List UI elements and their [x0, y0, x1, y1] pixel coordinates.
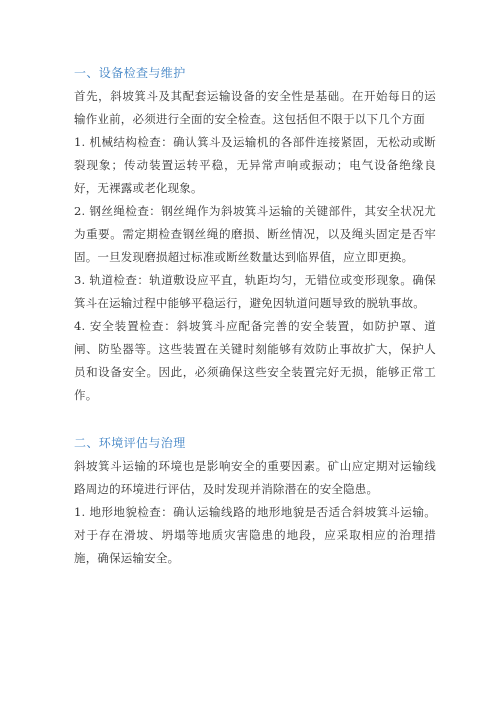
paragraph: 1. 机械结构检查：确认箕斗及运输机的各部件连接紧固，无松动或断裂现象；传动装置运转平稳，无异常声响或振动；电气设备绝缘良好，无裸露或老化现象。 — [74, 135, 436, 195]
paragraph: 3. 轨道检查：轨道敷设应平直，轨距均匀，无错位或变形现象。确保箕斗在运输过程中能够平稳运行，避免因轨道问题导致的脱轨事故。 — [74, 273, 436, 310]
section-equipment-inspection — [74, 61, 436, 407]
paragraph: 2. 钢丝绳检查：钢丝绳作为斜坡箕斗运输的关键部件，其安全状况尤为重要。需定期检查钢丝绳的磨损、断丝情况，以及绳头固定是否牢固。一旦发现磨损超过标准或断丝数量达到临界值，应立即更换。 — [74, 204, 436, 264]
paragraph: 斜坡箕斗运输的环境也是影响安全的重要因素。矿山应定期对运输线路周边的环境进行评估，及时发现并消除潜在的安全隐患。 — [74, 459, 436, 496]
section-environment-assessment — [74, 431, 436, 570]
section-heading: 一、设备检查与维护 — [74, 66, 186, 80]
paragraph: 首先，斜坡箕斗及其配套运输设备的安全性是基础。在开始每日的运输作业前，必须进行全面的安全检查。这包括但不限于以下几个方面 — [74, 89, 436, 126]
paragraph: 4. 安全装置检查：斜坡箕斗应配备完善的安全装置，如防护罩、道闸、防坠器等。这些装置在关键时刻能够有效防止事故扩大，保护人员和设备安全。因此，必须确保这些安全装置完好无损，能够正常工作。 — [74, 319, 436, 402]
section-heading: 二、环境评估与治理 — [74, 436, 186, 450]
paragraph: 1. 地形地貌检查：确认运输线路的地形地貌是否适合斜坡箕斗运输。对于存在滑坡、坍塌等地质灾害隐患的地段，应采取相应的治理措施，确保运输安全。 — [74, 505, 436, 565]
